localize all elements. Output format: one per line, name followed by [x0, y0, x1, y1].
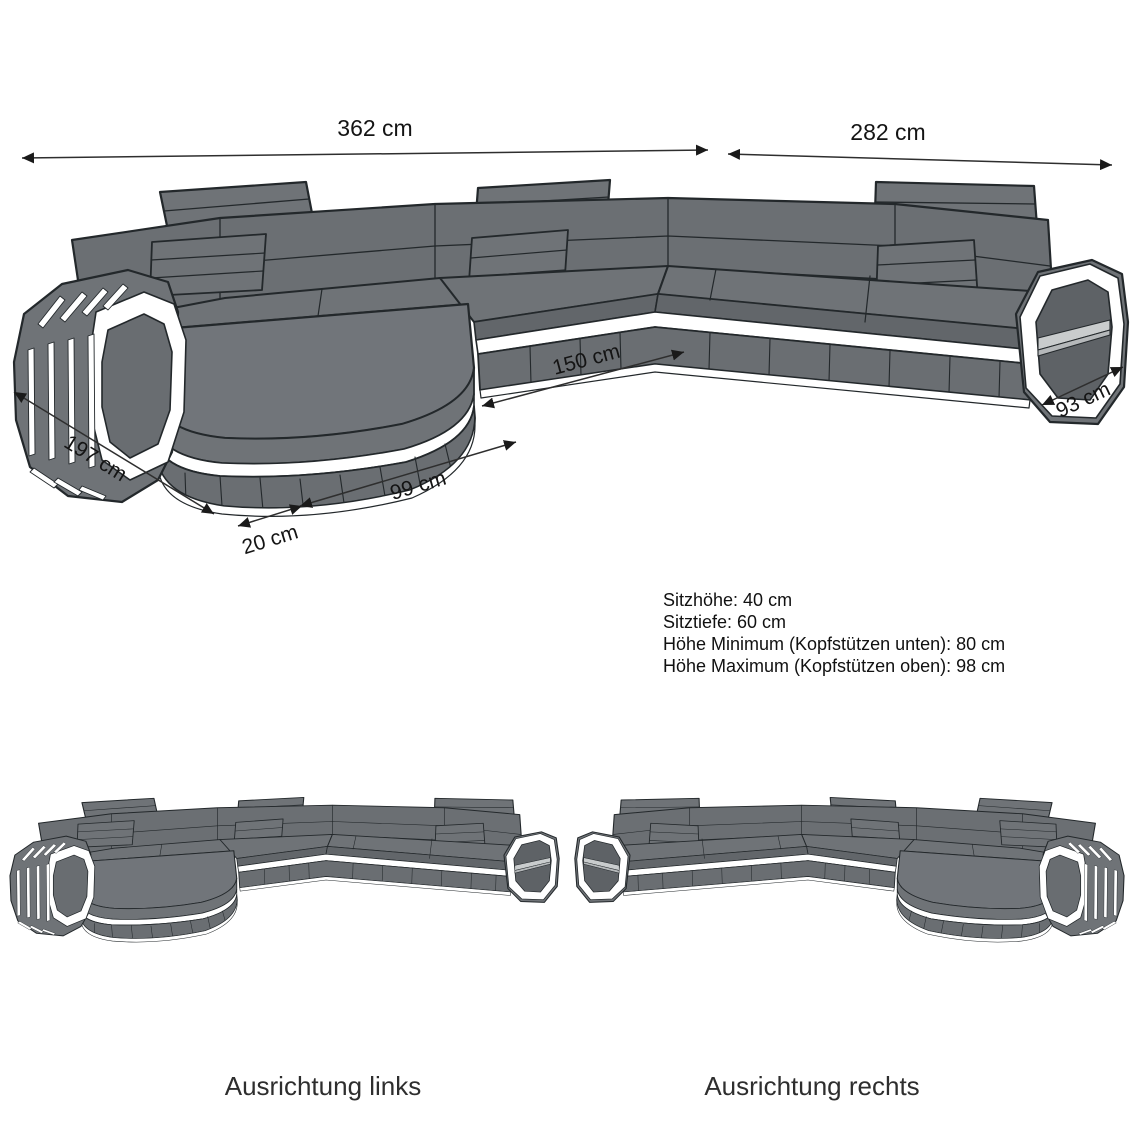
spec-seat-height: Sitzhöhe: 40 cm	[663, 590, 793, 610]
dim-label-inner-width: 150 cm	[550, 339, 623, 380]
dimension-arrow-282	[728, 154, 1112, 165]
spec-text-block	[663, 589, 1005, 677]
dim-label-total-width-right: 282 cm	[850, 119, 926, 145]
spec-height-min: Höhe Minimum (Kopfstützen unten): 80 cm	[663, 634, 1006, 654]
dim-label-arm-depth: 93 cm	[1052, 377, 1115, 423]
caption-orientation-right: Ausrichtung rechts	[704, 1071, 920, 1101]
sofa-variant-left	[10, 797, 559, 942]
dim-label-chaise-length: 99 cm	[387, 466, 449, 505]
sofa-main	[14, 180, 1128, 516]
dimension-arrow-362	[22, 150, 708, 158]
spec-seat-depth: Sitztiefe: 60 cm	[663, 612, 787, 632]
dim-label-total-width-left: 362 cm	[337, 115, 413, 141]
sofa-variant-right	[575, 797, 1124, 942]
caption-orientation-left: Ausrichtung links	[224, 1071, 422, 1101]
spec-height-max: Höhe Maximum (Kopfstützen oben): 98 cm	[663, 656, 1006, 676]
dim-label-chaise-offset: 20 cm	[239, 520, 301, 560]
dim-label-chaise-depth: 197 cm	[60, 430, 131, 487]
